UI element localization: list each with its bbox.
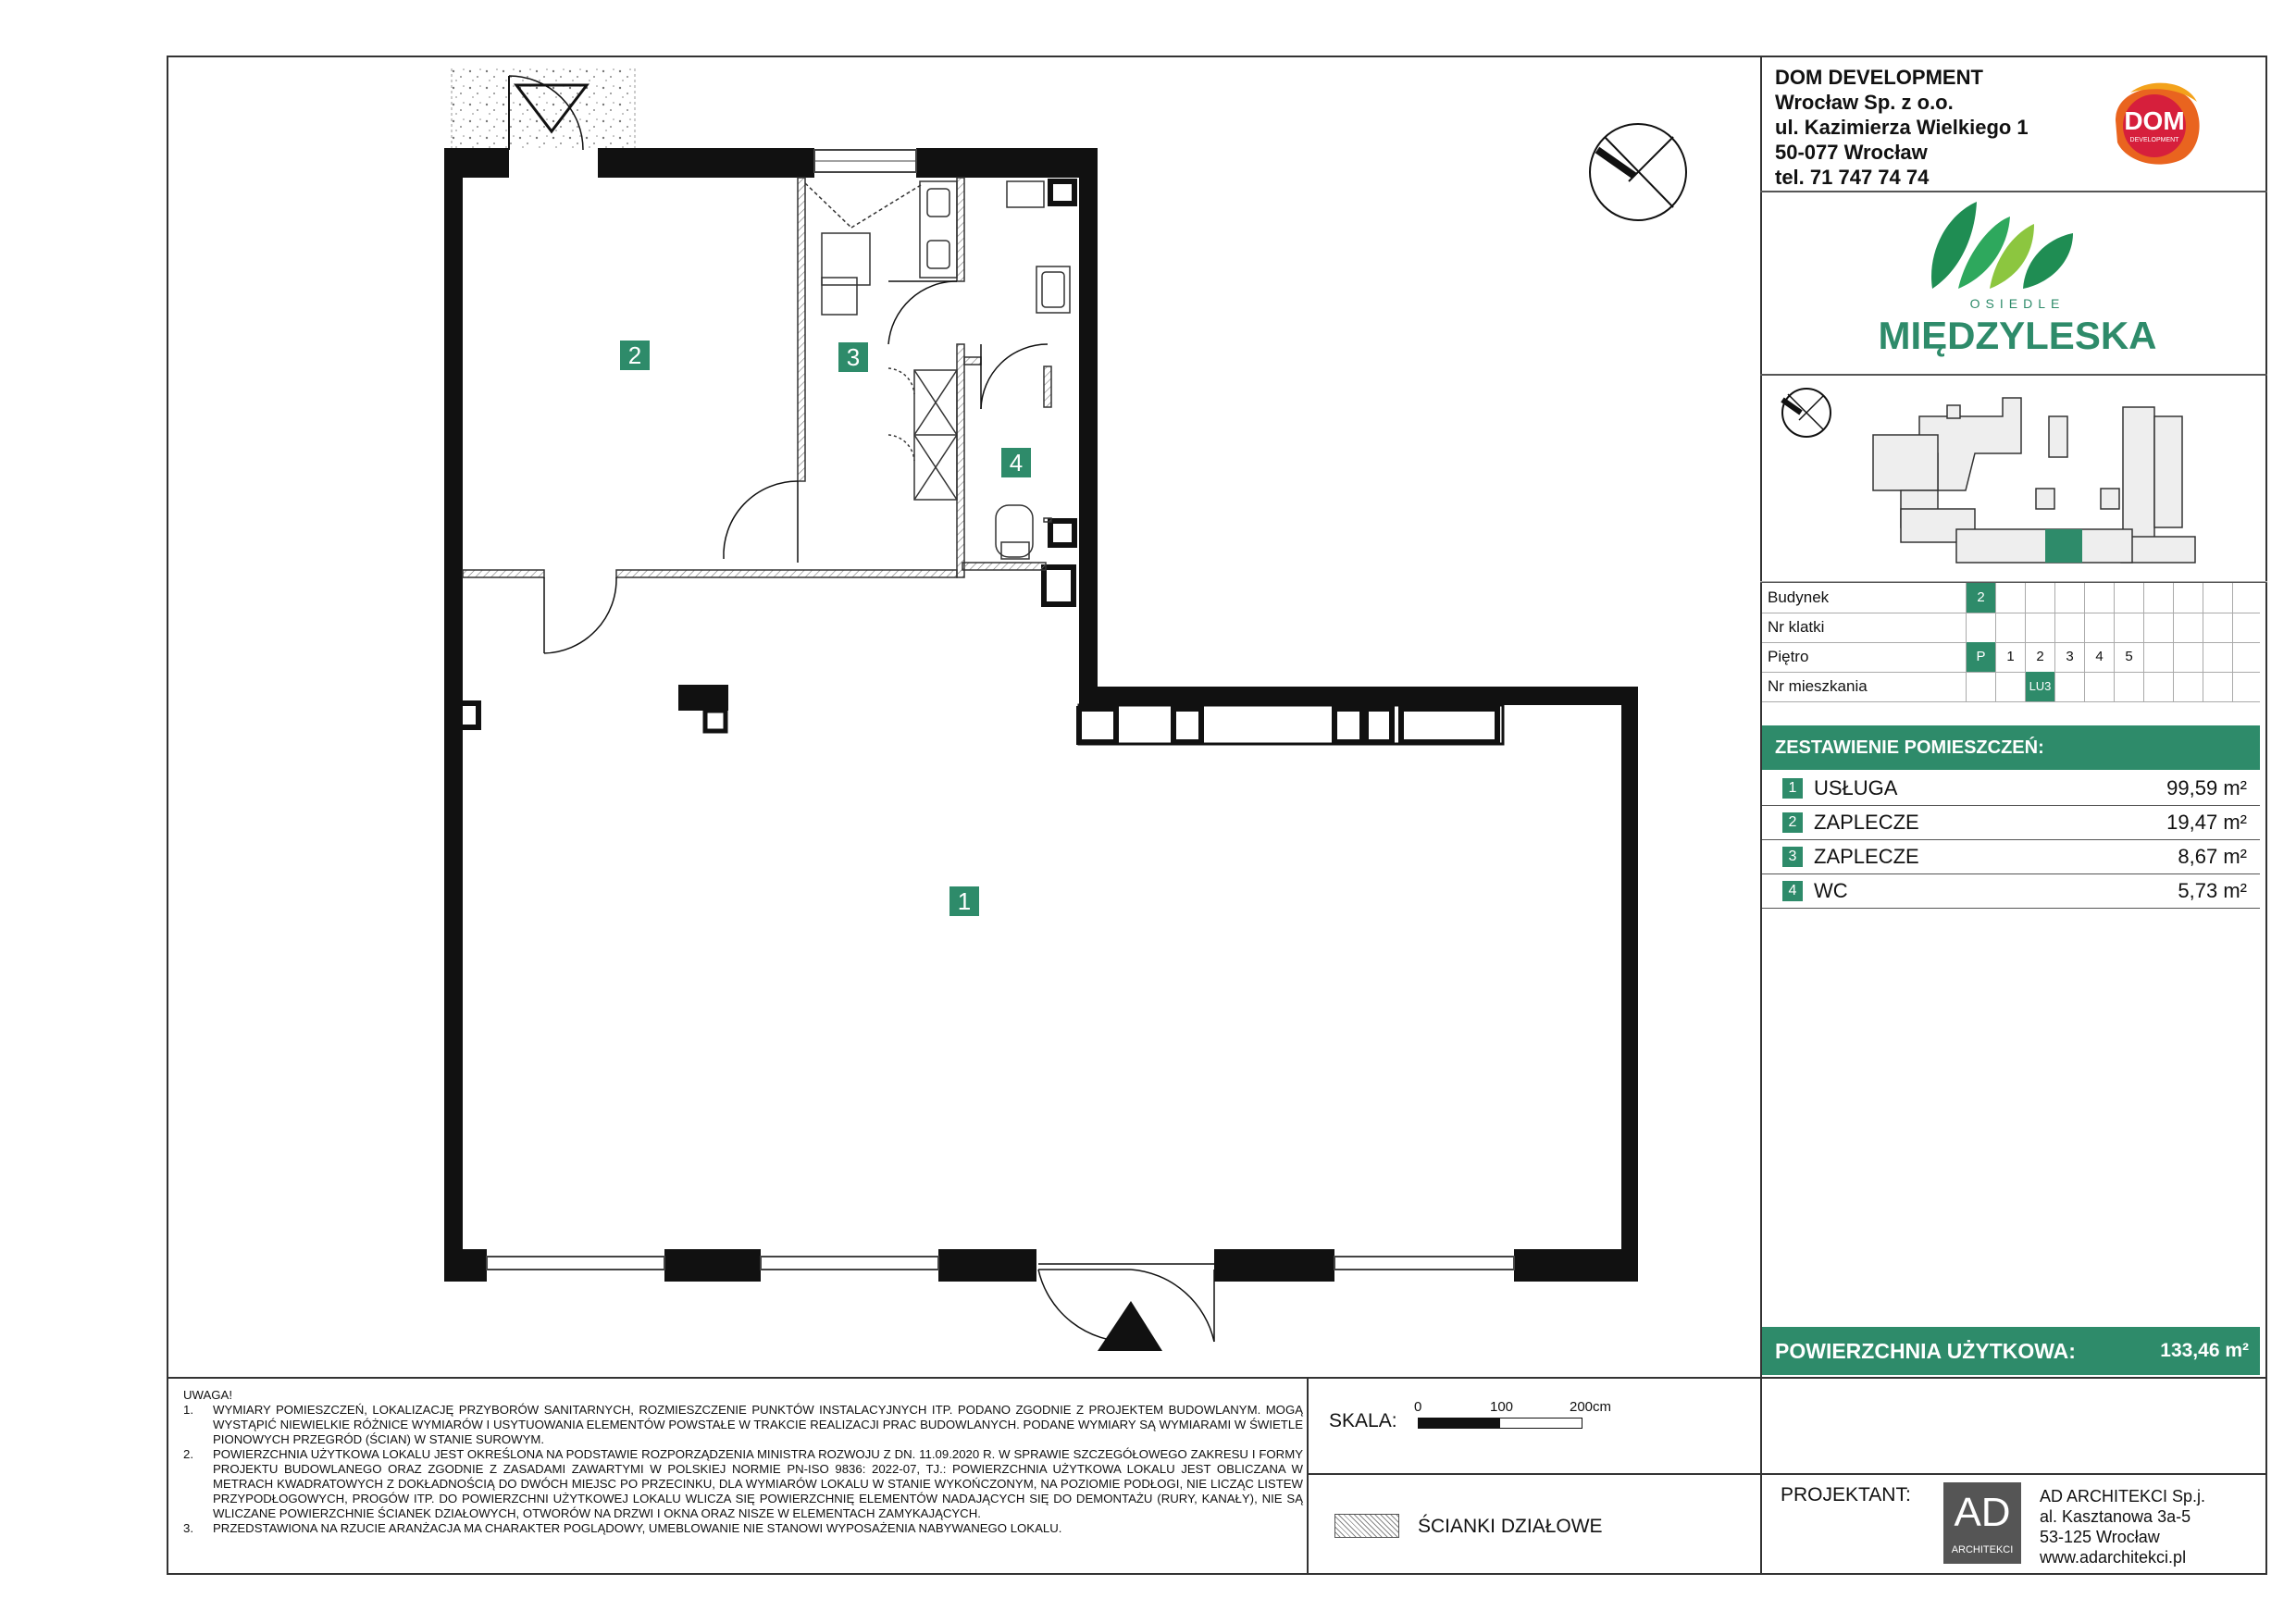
designer-label: PROJEKTANT: xyxy=(1781,1484,1911,1505)
row-mieszkanie: Nr mieszkania LU3 xyxy=(1762,672,2260,702)
total-area: POWIERZCHNIA UŻYTKOWA: 133,46 m² xyxy=(1762,1327,2260,1375)
notes: UWAGA! 1. WYMIARY POMIESZCZEŃ, LOKALIZACJĘ PRZYBORÓW SANITARNYCH, ROZMIESZCZENIE PUNKTÓW INSTALACYJNYCH ITP. PODANO ZGODNIE Z PROJEKTEM BUDOWLANYM. MOGĄ WYSTĄPIĆ NIEWIELKIE RÓŻNICE WYMIARÓW I USYTUOWANIA ELEMENTÓW POWSTAŁE W TRAKCIE REALIZACJI PRAC BUDOWLANYCH. PODANE WYMIARY SĄ WYMIARAMI W ŚWIETLE PIONOWYCH PRZEGRÓD (ŚCIAN) W STANIE SUROWYM. 2. POWIERZCHNIA UŻYTKOWA LOKALU JEST OKREŚLONA NA PODSTAWIE ROZPORZĄDZENIA MINISTRA ROZWOJU Z DN. 11.09.2020 R. W SPRAWIE SZCZEGÓŁOWEGO ZAKRESU I FORMY PROJEKTU BUDOWLANEGO ORAZ ZGODNIE Z ZASADAMI ZAWARTYMI W POLSKIEJ NORMIE PN-ISO 9836: 2022-07, TJ.: POWIERZCHNIA UŻYTKOWA LOKALU JEST OBLICZANA W METRACH KWADRATOWYCH Z DOKŁADNOŚCIĄ DO DWÓCH MIEJSC PO PRZECINKU, DLA WYMIARÓW LOKALU W STANIE WYKOŃCZONYM, NA POZIOMIE PODŁOGI, NIE LICZĄC LISTEW PRZYPODŁOGOWYCH, PROGÓW ITP. DO POWIERZCHNI UŻYTKOWEJ LOKALU WLICZA SIĘ POWIERZCHNIĘ ELEMENTÓW NADAJĄCYCH SIĘ DO DEMONTAŻU (RURY, KANAŁY), NIE SĄ WLICZANE POWIERZCHNIE ŚCIANEK DZIAŁOWYCH, OTWORÓW NA DRZWI I OKNA ORAZ NISZE W ELEMENTACH ZAMYKAJĄCYCH. 3. PRZEDSTAWIONA NA RZUCIE ARANŻACJA MA CHARAKTER POGLĄDOWY, UMEBLOWANIE NIE STANOWI WYPOSAŻENIA NABYWANEGO LOKALU. xyxy=(183,1388,1303,1535)
budynek-value: 2 xyxy=(1966,583,1995,613)
row-budynek: Budynek 2 xyxy=(1762,583,2260,613)
rooms-header: ZESTAWIENIE POMIESZCZEŃ: xyxy=(1762,725,2260,770)
room-label-1: 1 xyxy=(949,886,979,916)
doors xyxy=(544,281,1214,1342)
designer-address: AD ARCHITEKCI Sp.j. al. Kasztanowa 3a-5 53-125 Wrocław www.adarchitekci.pl xyxy=(2040,1487,2206,1567)
site-key-plan xyxy=(1762,379,2260,577)
room-label-2: 2 xyxy=(620,341,650,370)
partition-walls xyxy=(463,178,1051,577)
room-row-4: 4 WC 5,73 m² xyxy=(1762,874,2260,909)
compass-icon xyxy=(1590,124,1686,220)
scale-label: SKALA: xyxy=(1329,1410,1397,1431)
ad-architekci-logo: AD ARCHITEKCI xyxy=(1943,1482,2021,1564)
key-plan-compass-icon xyxy=(1782,389,1831,437)
scale-bar xyxy=(1418,1418,1582,1429)
legend-hatch-swatch xyxy=(1334,1514,1399,1538)
designer-website: www.adarchitekci.pl xyxy=(2040,1548,2187,1567)
entrance-gravel xyxy=(452,68,635,150)
room-row-3: 3 ZAPLECZE 8,67 m² xyxy=(1762,840,2260,874)
developer-address: DOM DEVELOPMENT Wrocław Sp. z o.o. ul. Kazimierza Wielkiego 1 50-077 Wrocław tel. 71 747 74 74 xyxy=(1775,66,2029,189)
room-label-3: 3 xyxy=(838,342,868,372)
estate-logo: OSIEDLE MIĘDZYLESKA xyxy=(1851,196,2184,372)
row-klatka: Nr klatki xyxy=(1762,613,2260,643)
selected-building-marker xyxy=(2045,529,2082,563)
unit-number: LU3 xyxy=(2025,672,2054,701)
estate-name: MIĘDZYLESKA xyxy=(1878,314,2157,357)
room-row-2: 2 ZAPLECZE 19,47 m² xyxy=(1762,806,2260,840)
row-pietro: Piętro P 1 2 3 4 5 xyxy=(1762,642,2260,673)
room-row-1: 1 USŁUGA 99,59 m² xyxy=(1762,772,2260,806)
dom-development-logo: DOM DEVELOPMENT xyxy=(2093,74,2214,167)
legend-label: ŚCIANKI DZIAŁOWE xyxy=(1418,1516,1603,1537)
notes-title: UWAGA! xyxy=(183,1388,232,1402)
developer-name: DOM DEVELOPMENT xyxy=(1775,66,1983,89)
developer-phone: tel. 71 747 74 74 xyxy=(1775,166,1930,189)
room-label-4: 4 xyxy=(1001,448,1031,477)
floor-selected: P xyxy=(1966,642,1995,672)
total-area-value: 133,46 m² xyxy=(2160,1340,2249,1361)
entrance-arrow-icon xyxy=(1098,1301,1162,1351)
